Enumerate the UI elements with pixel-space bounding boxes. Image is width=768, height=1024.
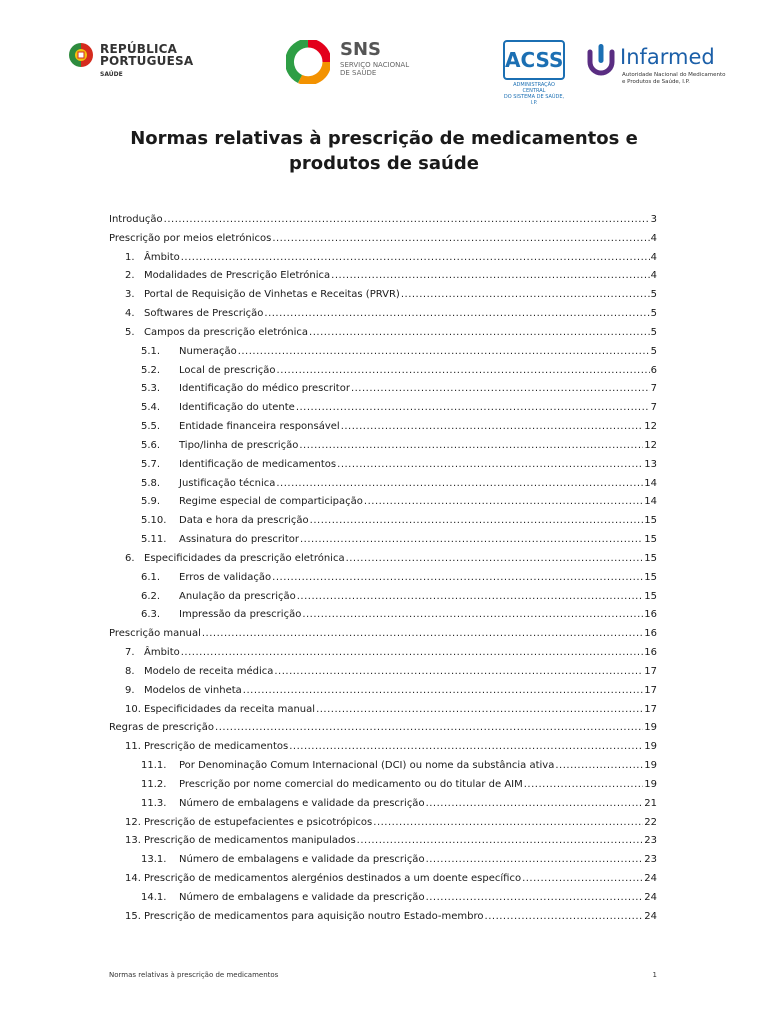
- document-title: [84, 126, 684, 176]
- toc-entry[interactable]: [109, 663, 657, 682]
- toc-entry-title: Modalidades de Prescrição Eletrónica: [144, 270, 331, 282]
- toc-entry-number: 5.1.: [141, 345, 161, 357]
- toc-dot-leader: [364, 493, 643, 512]
- toc-entry[interactable]: [109, 870, 657, 889]
- toc-dot-leader: [341, 418, 644, 437]
- republica-portuguesa-logo: [66, 40, 196, 84]
- toc-dot-leader: [426, 795, 644, 814]
- toc-dot-leader: [302, 606, 643, 625]
- toc-dot-leader: [524, 776, 644, 795]
- infarmed-logo: [584, 42, 724, 92]
- toc-entry-page: 15: [644, 571, 657, 583]
- toc-entry-page: 17: [644, 665, 657, 677]
- acss-subtitle: ADMINISTRAÇÃO CENTRAL DO SISTEMA DE SAÚDE, I.P.: [503, 82, 565, 106]
- toc-entry-title: Justificação técnica: [179, 477, 276, 489]
- toc-entry-title: Local de prescrição: [179, 364, 276, 376]
- toc-dot-leader: [181, 249, 650, 268]
- infarmed-subtitle: Autoridade Nacional do Medicamento e Produtos de Saúde, I.P.: [622, 72, 726, 85]
- toc-entry-number: 9.: [125, 684, 135, 696]
- toc-entry-page: 15: [644, 590, 657, 602]
- toc-entry[interactable]: [109, 719, 657, 738]
- toc-entry-page: 12: [644, 421, 657, 433]
- logo-text-line1: REPÚBLICA: [100, 42, 178, 56]
- toc-entry-page: 17: [644, 684, 657, 696]
- toc-entry-title: Prescrição de medicamentos manipulados: [144, 835, 356, 847]
- toc-entry-number: 5.5.: [141, 421, 161, 433]
- toc-entry-title: Introdução: [109, 214, 163, 225]
- toc-dot-leader: [272, 230, 649, 249]
- toc-entry-title: Data e hora da prescrição: [179, 515, 309, 527]
- toc-entry[interactable]: [109, 305, 657, 324]
- toc-entry[interactable]: [109, 625, 657, 644]
- toc-entry-title: Especificidades da prescrição eletrónica: [144, 552, 345, 564]
- toc-entry-page: 17: [644, 703, 657, 715]
- toc-entry-title: Assinatura do prescritor: [179, 534, 299, 546]
- sns-ring-icon: [286, 40, 330, 84]
- toc-dot-leader: [555, 757, 643, 776]
- toc-entry-number: 5.8.: [141, 477, 161, 489]
- toc-entry-page: 23: [644, 835, 657, 847]
- toc-dot-leader: [401, 286, 650, 305]
- toc-entry[interactable]: [109, 908, 657, 927]
- toc-entry[interactable]: [109, 701, 657, 720]
- toc-entry-title: Especificidades da receita manual: [144, 703, 316, 715]
- toc-entry[interactable]: [109, 851, 657, 870]
- toc-entry[interactable]: [109, 776, 657, 795]
- toc-entry[interactable]: [109, 230, 657, 249]
- toc-entry-page: 5: [650, 289, 657, 301]
- toc-entry-title: Modelos de vinheta: [144, 684, 242, 696]
- toc-entry-number: 5.9.: [141, 496, 161, 508]
- toc-entry-page: 15: [644, 515, 657, 527]
- toc-entry-page: 7: [650, 402, 657, 414]
- toc-entry[interactable]: [109, 418, 657, 437]
- toc-entry-title: Âmbito: [144, 251, 180, 263]
- toc-entry-title: Anulação da prescrição: [179, 590, 296, 602]
- acss-logo: [503, 40, 567, 106]
- toc-entry-number: 1.: [125, 251, 135, 263]
- toc-entry-number: 12.: [125, 816, 141, 828]
- toc-entry-page: 16: [644, 628, 657, 640]
- toc-dot-leader: [351, 380, 650, 399]
- toc-entry-title: Entidade financeira responsável: [179, 421, 340, 433]
- toc-entry[interactable]: [109, 493, 657, 512]
- toc-entry[interactable]: [109, 286, 657, 305]
- toc-entry[interactable]: [109, 437, 657, 456]
- toc-entry-title: Prescrição por meios eletrónicos: [109, 232, 272, 244]
- toc-entry-title: Por Denominação Comum Internacional (DCI) ou nome da substância ativa: [179, 760, 555, 772]
- toc-entry-number: 10.: [125, 703, 141, 715]
- toc-entry-title: Tipo/linha de prescrição: [179, 439, 299, 451]
- toc-entry-title: Erros de validação: [179, 571, 272, 583]
- toc-entry-page: 24: [644, 891, 657, 903]
- toc-entry-page: 15: [644, 552, 657, 564]
- toc-entry[interactable]: [109, 682, 657, 701]
- logo-text-line3: SAÚDE: [100, 71, 123, 78]
- toc-entry-page: 19: [644, 760, 657, 772]
- toc-entry-title: Prescrição manual: [109, 628, 201, 640]
- toc-entry-number: 5.6.: [141, 439, 161, 451]
- toc-entry-page: 22: [644, 816, 657, 828]
- toc-entry[interactable]: [109, 757, 657, 776]
- toc-entry[interactable]: [109, 531, 657, 550]
- toc-entry-title: Regime especial de comparticipação: [179, 496, 363, 508]
- toc-entry[interactable]: [109, 249, 657, 268]
- toc-dot-leader: [331, 267, 649, 286]
- toc-dot-leader: [276, 475, 643, 494]
- toc-entry-page: 16: [644, 647, 657, 659]
- toc-entry-title: Número de embalagens e validade da prescrição: [179, 891, 425, 903]
- toc-entry[interactable]: [109, 343, 657, 362]
- toc-entry-number: 15.: [125, 910, 141, 922]
- toc-entry-title: Identificação do utente: [179, 402, 295, 414]
- toc-dot-leader: [426, 889, 644, 908]
- toc-entry[interactable]: [109, 550, 657, 569]
- toc-entry-number: 11.2.: [141, 778, 167, 790]
- toc-entry-number: 11.1.: [141, 760, 167, 772]
- toc-entry-page: 13: [644, 458, 657, 470]
- title-line-2: produtos de saúde: [289, 153, 479, 174]
- toc-entry-page: 24: [644, 872, 657, 884]
- toc-entry-title: Campos da prescrição eletrónica: [144, 326, 309, 338]
- toc-entry-number: 14.1.: [141, 891, 167, 903]
- toc-entry-title: Prescrição de medicamentos alergénios destinados a um doente específico: [144, 872, 522, 884]
- toc-dot-leader: [264, 305, 649, 324]
- toc-entry[interactable]: [109, 362, 657, 381]
- toc-entry-number: 3.: [125, 289, 135, 301]
- footer-page-number: 1: [652, 971, 657, 979]
- toc-entry-title: Numeração: [179, 345, 237, 357]
- toc-entry-page: 19: [644, 778, 657, 790]
- toc-dot-leader: [337, 456, 643, 475]
- toc-entry-page: 4: [650, 251, 657, 263]
- sns-title: SNS: [340, 39, 381, 60]
- toc-entry[interactable]: [109, 512, 657, 531]
- toc-entry-number: 14.: [125, 872, 141, 884]
- toc-entry-title: Regras de prescrição: [109, 722, 215, 734]
- toc-dot-leader: [215, 719, 643, 738]
- toc-entry-page: 12: [644, 439, 657, 451]
- toc-entry-page: 16: [644, 609, 657, 621]
- toc-entry-page: 21: [644, 797, 657, 809]
- toc-entry[interactable]: [109, 588, 657, 607]
- toc-entry[interactable]: [109, 324, 657, 343]
- toc-entry-number: 2.: [125, 270, 135, 282]
- toc-entry-page: 14: [644, 477, 657, 489]
- toc-entry[interactable]: [109, 644, 657, 663]
- toc-entry[interactable]: [109, 814, 657, 833]
- toc-entry[interactable]: [109, 267, 657, 286]
- toc-entry[interactable]: [109, 795, 657, 814]
- toc-dot-leader: [300, 531, 643, 550]
- toc-entry-page: 14: [644, 496, 657, 508]
- toc-entry-page: 5: [650, 326, 657, 338]
- toc-entry-title: Prescrição de medicamentos para aquisição noutro Estado-membro: [144, 910, 484, 922]
- toc-dot-leader: [316, 701, 643, 720]
- footer-document-name: Normas relativas à prescrição de medicamentos: [109, 971, 279, 979]
- toc-dot-leader: [274, 663, 643, 682]
- toc-entry-number: 5.11.: [141, 534, 167, 546]
- toc-entry-page: 15: [644, 534, 657, 546]
- toc-entry-page: 4: [650, 270, 657, 282]
- toc-entry[interactable]: [109, 211, 657, 230]
- toc-entry-title: Âmbito: [144, 647, 180, 659]
- toc-entry-title: Prescrição por nome comercial do medicamento ou do titular de AIM: [179, 778, 523, 790]
- toc-entry-number: 8.: [125, 665, 135, 677]
- toc-entry-title: Identificação de medicamentos: [179, 458, 337, 470]
- toc-entry-number: 5.10.: [141, 515, 167, 527]
- toc-entry-title: Prescrição de medicamentos: [144, 741, 289, 753]
- toc-entry[interactable]: [109, 569, 657, 588]
- toc-entry-title: Prescrição de estupefacientes e psicotrópicos: [144, 816, 373, 828]
- table-of-contents: [109, 211, 657, 926]
- toc-dot-leader: [181, 644, 644, 663]
- toc-entry-number: 13.: [125, 835, 141, 847]
- toc-entry-page: 4: [650, 232, 657, 244]
- toc-entry-page: 24: [644, 910, 657, 922]
- toc-dot-leader: [346, 550, 644, 569]
- toc-entry-number: 7.: [125, 647, 135, 659]
- toc-entry-page: 19: [644, 722, 657, 734]
- toc-entry-title: Modelo de receita médica: [144, 665, 274, 677]
- toc-entry-number: 6.3.: [141, 609, 161, 621]
- sns-subtitle: SERVIÇO NACIONAL DE SAÚDE: [340, 61, 410, 77]
- toc-entry-title: Número de embalagens e validade da prescrição: [179, 797, 425, 809]
- toc-dot-leader: [277, 362, 650, 381]
- toc-entry-page: 7: [650, 383, 657, 395]
- toc-dot-leader: [485, 908, 644, 927]
- toc-entry-page: 5: [650, 308, 657, 320]
- toc-dot-leader: [426, 851, 644, 870]
- toc-entry-title: Identificação do médico prescritor: [179, 383, 350, 395]
- toc-entry-number: 5.3.: [141, 383, 161, 395]
- toc-entry[interactable]: [109, 475, 657, 494]
- toc-entry-number: 5.7.: [141, 458, 161, 470]
- toc-entry-number: 5.: [125, 326, 135, 338]
- infarmed-symbol-icon: [584, 42, 618, 76]
- toc-dot-leader: [357, 832, 644, 851]
- toc-dot-leader: [310, 512, 644, 531]
- acss-wordmark: ACSS: [503, 40, 565, 80]
- toc-entry-number: 11.: [125, 741, 141, 753]
- toc-entry-number: 13.1.: [141, 854, 167, 866]
- toc-entry-number: 11.3.: [141, 797, 167, 809]
- toc-dot-leader: [297, 588, 644, 607]
- toc-dot-leader: [296, 399, 650, 418]
- toc-entry-number: 6.1.: [141, 571, 161, 583]
- toc-entry-title: Impressão da prescrição: [179, 609, 302, 621]
- toc-dot-leader: [202, 625, 643, 644]
- toc-dot-leader: [309, 324, 650, 343]
- toc-dot-leader: [289, 738, 643, 757]
- toc-dot-leader: [373, 814, 643, 833]
- toc-entry-page: 19: [644, 741, 657, 753]
- toc-entry-title: Portal de Requisição de Vinhetas e Receitas (PRVR): [144, 289, 400, 301]
- toc-entry-page: 6: [650, 364, 657, 376]
- coat-of-arms-icon: [66, 40, 96, 70]
- header-logos: [0, 0, 768, 110]
- toc-entry-page: 3: [650, 214, 657, 225]
- title-line-1: Normas relativas à prescrição de medicamentos e: [130, 128, 638, 149]
- toc-entry-page: 23: [644, 854, 657, 866]
- toc-entry[interactable]: [109, 380, 657, 399]
- toc-entry[interactable]: [109, 889, 657, 908]
- toc-dot-leader: [272, 569, 643, 588]
- toc-entry-number: 6.2.: [141, 590, 161, 602]
- toc-entry[interactable]: [109, 738, 657, 757]
- toc-entry-page: 5: [650, 345, 657, 357]
- toc-entry[interactable]: [109, 456, 657, 475]
- toc-entry[interactable]: [109, 399, 657, 418]
- toc-entry-number: 5.2.: [141, 364, 161, 376]
- sns-logo: [286, 39, 410, 84]
- toc-entry-number: 4.: [125, 308, 135, 320]
- infarmed-wordmark: Infarmed: [620, 45, 715, 69]
- toc-entry-title: Número de embalagens e validade da prescrição: [179, 854, 425, 866]
- toc-dot-leader: [164, 211, 650, 230]
- toc-dot-leader: [243, 682, 643, 701]
- toc-entry-number: 5.4.: [141, 402, 161, 414]
- logo-text-line2: PORTUGUESA: [100, 54, 194, 68]
- toc-entry-number: 6.: [125, 552, 135, 564]
- toc-entry[interactable]: [109, 832, 657, 851]
- toc-entry[interactable]: [109, 606, 657, 625]
- toc-dot-leader: [299, 437, 643, 456]
- toc-dot-leader: [238, 343, 650, 362]
- toc-dot-leader: [522, 870, 643, 889]
- toc-entry-title: Softwares de Prescrição: [144, 308, 264, 320]
